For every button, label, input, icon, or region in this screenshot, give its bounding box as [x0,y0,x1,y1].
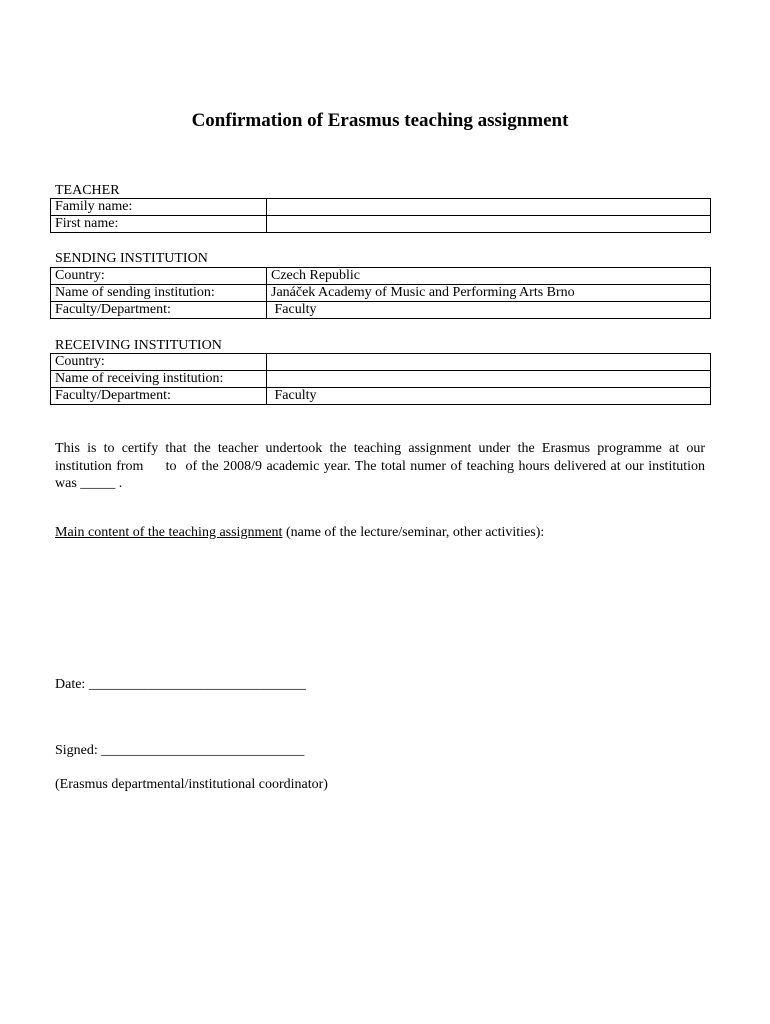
sending-faculty-field[interactable]: Faculty [267,302,711,319]
table-row [51,354,711,371]
sending-faculty-label: Faculty/Department: [51,302,267,319]
table-row [51,199,711,216]
receiving-country-field[interactable] [267,354,711,371]
coordinator-caption: (Erasmus departmental/institutional coordinator) [55,777,328,792]
main-content-note: (name of the lecture/seminar, other activities): [282,525,545,540]
family-name-field[interactable] [267,199,711,216]
teacher-table [50,198,711,233]
table-row [51,216,711,233]
sending-institution-heading: SENDING INSTITUTION [55,251,208,266]
receiving-country-label: Country: [51,354,267,371]
sending-country-label: Country: [51,268,267,285]
date-line: Date: _______________________________ [55,677,306,692]
main-content-line [55,524,544,541]
certification-paragraph: This is to certify that the teacher undertook the teaching assignment under the Erasmus programme at our institution from to of the 2008/9 academic year. The total numer of teaching hours delivered at our institution was _____ . [55,441,709,491]
teacher-heading: TEACHER [55,183,120,198]
first-name-field[interactable] [267,216,711,233]
sending-country-field[interactable]: Czech Republic [267,268,711,285]
sending-institution-field[interactable]: Janáček Academy of Music and Performing Arts Brno [267,285,711,302]
receiving-institution-table [50,353,711,405]
receiving-institution-label: Name of receiving institution: [51,371,267,388]
family-name-label: Family name: [51,199,267,216]
receiving-institution-heading: RECEIVING INSTITUTION [55,338,222,353]
sending-institution-label: Name of sending institution: [51,285,267,302]
table-row [51,268,711,285]
first-name-label: First name: [51,216,267,233]
table-row [51,285,711,302]
table-row [51,302,711,319]
sending-institution-table [50,267,711,319]
main-content-label: Main content of the teaching assignment [55,525,283,540]
table-row [51,388,711,405]
receiving-faculty-field[interactable]: Faculty [267,388,711,405]
table-row [51,371,711,388]
signed-line: Signed: _____________________________ [55,743,305,758]
page-title: Confirmation of Erasmus teaching assignment [191,110,569,131]
receiving-institution-field[interactable] [267,371,711,388]
receiving-faculty-label: Faculty/Department: [51,388,267,405]
